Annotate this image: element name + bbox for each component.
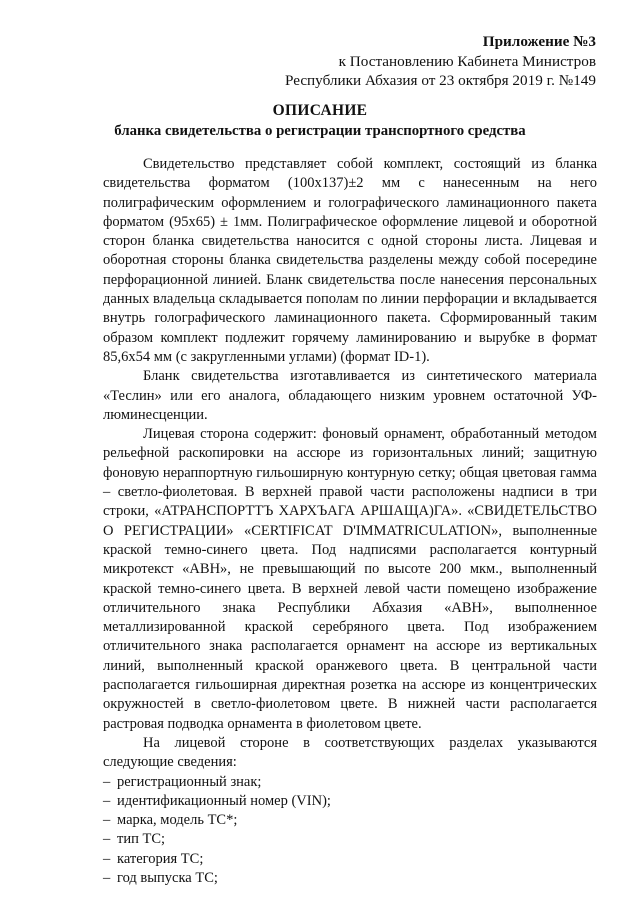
list-item: – тип ТС; (103, 830, 597, 849)
document-subtitle: бланка свидетельства о регистрации транспортного средства (114, 123, 526, 139)
dash-bullet: – (103, 812, 111, 829)
paragraph-4: На лицевой стороне в соответствующих разделах указываются следующие сведения: (103, 734, 597, 771)
appendix-line-2: Республики Абхазия от 23 октября 2019 г. №149 (284, 72, 596, 89)
list-item: – регистрационный знак; (103, 773, 597, 792)
dash-bullet: – (103, 792, 111, 809)
dash-bullet: – (103, 869, 111, 886)
dash-bullet: – (103, 850, 111, 867)
document-body (103, 155, 597, 888)
list-item: – категория ТС; (103, 850, 597, 869)
info-list (103, 773, 597, 889)
paragraph-1: Свидетельство представляет собой комплект, состоящий из бланка свидетельства форматом (100х137)±2 мм с нанесенным на него полиграфическим оформлением и голографического ламинационного пакета форматом (95х65) ± 1мм. Полиграфическое оформление лицевой и оборотной сторон бланка свидетельства наносится с одной стороны листа. Лицевая и оборотная стороны бланка свидетельства разделены между собой посередине перфорационной линией. Бланк свидетельства после нанесения персональных данных владельца складывается пополам по линии перфорации и вкладывается внутрь голографического ламинационного пакета. Сформированный таким образом комплект подлежит горячему ламинированию и вырубке в формат 85,6х54 мм (с закругленными углами) (формат ID-1). (103, 156, 597, 365)
dash-bullet: – (103, 773, 111, 790)
appendix-number: Приложение №3 (482, 33, 596, 50)
list-item: – идентификационный номер (VIN); (103, 792, 597, 811)
list-item: – год выпуска ТС; (103, 869, 597, 888)
title-block (0, 101, 640, 141)
document-title: ОПИСАНИЕ (272, 102, 368, 119)
paragraph-2: Бланк свидетельства изготавливается из синтетического материала «Теслин» или его аналога, обладающего низким уровнем остаточной УФ-люминесценции. (103, 368, 597, 423)
appendix-header (285, 32, 596, 91)
list-item: – марка, модель ТС*; (103, 811, 597, 830)
appendix-line-1: к Постановлению Кабинета Министров (338, 52, 596, 70)
paragraph-3: Лицевая сторона содержит: фоновый орнамент, обработанный методом рельефной раскопировки на ассюре из горизонтальных линий; защитную фоновую нераппортную гильоширную контурную сетку; общая цветовая гамма – светло-фиолетовая. В верхней правой части расположены надписи в три строки, «АТРАНСПОРТТЪ ХАРХЪАГА АРШАЩА)ГА». «СВИДЕТЕЛЬСТВО О РЕГИСТРАЦИИ» «CERTIFICAT D'IMMATRICULATION», выполненные краской темно-синего цвета. Под надписями располагается контурный микротекст «АВН», не превышающий по высоте 200 мкм., выполненный краской темно-синего цвета. В верхней левой части помещено изображение отличительного знака Республики Абхазия «АВН», выполненное металлизированной краской серебряного цвета. Под изображением отличительного знака располагается орнамент на ассюре из вертикальных линий, выполненный краской оранжевого цвета. В центральной части располагается гильоширная директная розетка на ассюре из концентрических окружностей в светло-фиолетовом цвете. В нижней части располагается растровая подводка орнамента в фиолетовом цвете. (103, 426, 597, 732)
dash-bullet: – (103, 831, 111, 848)
